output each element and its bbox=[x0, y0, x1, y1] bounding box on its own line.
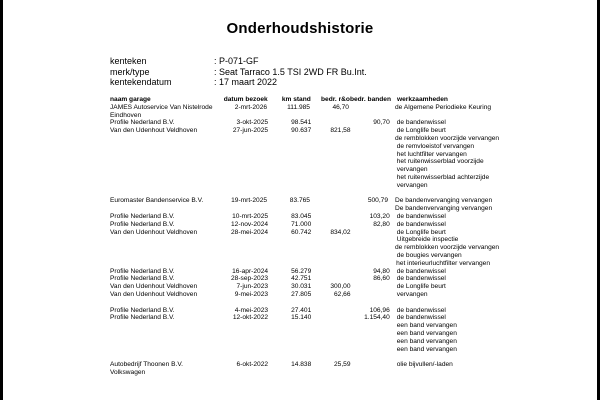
cell-ro: 25,59 bbox=[333, 361, 351, 369]
cell-garage: Autobedrijf Thoonen B.V. bbox=[110, 361, 183, 369]
table-row bbox=[110, 236, 490, 244]
vehicle-value: : Seat Tarraco 1.5 TSI 2WD FR Bu.Int. bbox=[214, 66, 367, 77]
table-row bbox=[110, 174, 490, 182]
table-row bbox=[110, 322, 490, 330]
cell-date: 12-nov-2024 bbox=[231, 220, 269, 228]
cell-banden: 90,70 bbox=[373, 119, 390, 127]
table-row bbox=[110, 330, 490, 338]
header-km: km stand bbox=[281, 96, 311, 103]
cell-date: 6-okt-2022 bbox=[236, 361, 269, 369]
cell-work: de remblokken voorzijde vervangen bbox=[395, 134, 500, 142]
cell-work: De bandenvervanging vervangen bbox=[395, 197, 493, 205]
cell-ro: 821,58 bbox=[330, 127, 351, 135]
vehicle-label: merk/type bbox=[110, 66, 150, 77]
cell-work: vervangen bbox=[396, 290, 428, 298]
cell-date: 12-okt-2022 bbox=[232, 314, 269, 322]
header-date: datum bezoek bbox=[223, 96, 268, 103]
cell-work: de bandenwissel bbox=[396, 306, 446, 314]
cell-km: 42.751 bbox=[291, 275, 312, 283]
cell-garage: Volkswagen bbox=[110, 368, 146, 376]
table-row bbox=[110, 166, 490, 174]
left-border bbox=[0, 0, 3, 400]
table-row bbox=[110, 283, 490, 291]
table-row bbox=[110, 268, 490, 276]
cell-garage: Profile Nederland B.V. bbox=[110, 306, 175, 314]
cell-garage: Van den Udenhout Veldhoven bbox=[110, 283, 198, 291]
cell-garage: Profile Nederland B.V. bbox=[110, 220, 175, 228]
cell-garage: Eindhoven bbox=[110, 111, 142, 119]
table-header bbox=[110, 96, 490, 104]
vehicle-row bbox=[110, 77, 367, 88]
table-row bbox=[110, 307, 490, 315]
cell-garage: Van den Udenhout Veldhoven bbox=[110, 127, 198, 135]
table-row bbox=[110, 205, 493, 213]
table-row bbox=[110, 158, 490, 166]
table-row bbox=[110, 119, 490, 127]
header-garage: naam garage bbox=[110, 96, 151, 103]
cell-date: 7-jun-2023 bbox=[236, 283, 269, 291]
table-row bbox=[110, 229, 490, 237]
cell-work: een band vervangen bbox=[396, 322, 457, 330]
table-row bbox=[110, 182, 490, 190]
cell-banden: 103,20 bbox=[369, 212, 390, 220]
vehicle-label: kenteken bbox=[110, 56, 147, 66]
cell-date: 2-mrt-2026 bbox=[234, 103, 268, 111]
table-row bbox=[110, 244, 500, 252]
cell-work: de bandenwissel bbox=[396, 220, 446, 228]
cell-work: vervangen bbox=[396, 166, 428, 174]
table-row bbox=[110, 291, 490, 299]
row-gap bbox=[110, 353, 490, 361]
vehicle-row bbox=[110, 56, 367, 67]
table-row bbox=[110, 260, 490, 268]
cell-garage: Van den Udenhout Veldhoven bbox=[110, 290, 198, 298]
page-title: Onderhoudshistorie bbox=[226, 20, 374, 37]
cell-banden: 500,79 bbox=[367, 197, 388, 205]
table-row bbox=[110, 346, 490, 354]
table-row bbox=[110, 213, 490, 221]
header-banden: bedr. banden bbox=[349, 96, 391, 103]
cell-work: de bandenwissel bbox=[396, 267, 446, 275]
cell-work: Uitgebreide inspectie bbox=[396, 236, 459, 244]
cell-garage: Profile Nederland B.V. bbox=[110, 275, 175, 283]
cell-work: het ruitenwisserblad achterzijde bbox=[396, 173, 490, 181]
cell-km: 14.838 bbox=[291, 361, 312, 369]
cell-work: de bougies vervangen bbox=[396, 251, 462, 259]
cell-work: de remvloeistof vervangen bbox=[396, 142, 475, 150]
table-row bbox=[110, 197, 493, 205]
cell-work: olie bijvullen/-laden bbox=[396, 361, 453, 369]
cell-km: 90.637 bbox=[291, 127, 312, 135]
vehicle-value: : P-071-GF bbox=[214, 56, 259, 66]
cell-work: de Longlife beurt bbox=[396, 283, 446, 291]
cell-garage: JAMES Autoservice Van Nistelrode bbox=[110, 103, 213, 111]
table-row bbox=[110, 143, 490, 151]
cell-banden: 106,96 bbox=[369, 306, 390, 314]
cell-work: de bandenwissel bbox=[396, 212, 446, 220]
cell-work: het ruitenwisserblad voorzijde bbox=[396, 158, 484, 166]
cell-work: de bandenwissel bbox=[396, 314, 446, 322]
cell-date: 27-jun-2025 bbox=[232, 127, 269, 135]
table-row bbox=[110, 104, 490, 112]
cell-km: 60.742 bbox=[291, 228, 312, 236]
table-row bbox=[110, 369, 490, 377]
cell-km: 27.805 bbox=[291, 290, 312, 298]
cell-km: 15.140 bbox=[291, 314, 312, 322]
cell-banden: 1.154,40 bbox=[364, 314, 390, 322]
cell-km: 56.279 bbox=[291, 267, 312, 275]
header-work: werkzaamheden bbox=[396, 96, 448, 103]
cell-km: 111.985 bbox=[287, 103, 310, 111]
cell-garage: Euromaster Bandenservice B.V. bbox=[110, 197, 204, 205]
row-gap bbox=[110, 190, 490, 198]
cell-ro: 46,70 bbox=[332, 103, 349, 111]
cell-km: 98.541 bbox=[291, 119, 312, 127]
cell-date: 9-mei-2023 bbox=[234, 290, 269, 298]
cell-date: 28-sep-2023 bbox=[231, 275, 269, 283]
cell-date: 3-okt-2025 bbox=[236, 119, 269, 127]
cell-banden: 86,60 bbox=[373, 275, 390, 283]
header-ro: bedr. r&o bbox=[321, 96, 350, 103]
cell-work: een band vervangen bbox=[396, 337, 457, 345]
vehicle-row bbox=[110, 67, 367, 78]
cell-work: het luchtfilter vervangen bbox=[396, 150, 467, 158]
cell-work: het interieurluchtfilter vervangen bbox=[396, 259, 490, 267]
table-row bbox=[110, 314, 490, 322]
cell-garage: Profile Nederland B.V. bbox=[110, 119, 175, 127]
cell-garage: Van den Udenhout Veldhoven bbox=[110, 228, 198, 236]
cell-km: 83.045 bbox=[291, 212, 312, 220]
cell-work: de Longlife beurt bbox=[396, 127, 446, 135]
cell-work: een band vervangen bbox=[396, 329, 457, 337]
vehicle-info bbox=[110, 56, 367, 88]
cell-date: 4-mei-2023 bbox=[234, 306, 269, 314]
cell-work: De bandenvervanging vervangen bbox=[395, 205, 493, 213]
table-row bbox=[110, 134, 500, 143]
cell-garage: Profile Nederland B.V. bbox=[110, 212, 175, 220]
table-row bbox=[110, 221, 490, 229]
cell-garage: Profile Nederland B.V. bbox=[110, 267, 175, 275]
maintenance-table bbox=[110, 96, 500, 377]
table-row bbox=[110, 361, 490, 369]
cell-work: de bandenwissel bbox=[396, 119, 446, 127]
table-row bbox=[110, 252, 490, 260]
cell-km: 83.765 bbox=[289, 197, 310, 205]
cell-ro: 834,02 bbox=[330, 228, 351, 236]
cell-date: 16-apr-2024 bbox=[232, 267, 269, 275]
cell-km: 71.000 bbox=[291, 220, 312, 228]
cell-date: 28-mei-2024 bbox=[231, 228, 269, 236]
cell-work: de bandenwissel bbox=[396, 275, 446, 283]
cell-work: de Longlife beurt bbox=[396, 228, 446, 236]
cell-ro: 300,00 bbox=[330, 283, 351, 291]
cell-work: de remblokken voorzijde vervangen bbox=[395, 244, 500, 252]
vehicle-label: kentekendatum bbox=[110, 77, 172, 87]
row-gap bbox=[110, 299, 490, 307]
cell-km: 27.401 bbox=[291, 306, 312, 314]
table-row bbox=[110, 275, 490, 283]
cell-garage: Profile Nederland B.V. bbox=[110, 314, 175, 322]
vehicle-value: : 17 maart 2022 bbox=[214, 77, 278, 87]
cell-km: 30.031 bbox=[291, 283, 312, 291]
table-row bbox=[110, 112, 490, 120]
cell-date: 19-mrt-2025 bbox=[231, 197, 268, 205]
cell-banden: 94,80 bbox=[373, 267, 390, 275]
cell-work: een band vervangen bbox=[396, 345, 457, 353]
cell-work: vervangen bbox=[396, 181, 428, 189]
table-row bbox=[110, 151, 490, 159]
cell-banden: 82,80 bbox=[373, 220, 390, 228]
cell-ro: 62,66 bbox=[333, 290, 351, 298]
cell-date: 10-mrt-2025 bbox=[232, 212, 269, 220]
table-row bbox=[110, 127, 490, 135]
table-row bbox=[110, 338, 490, 346]
cell-work: de Algemene Periodieke Keuring bbox=[395, 103, 492, 111]
